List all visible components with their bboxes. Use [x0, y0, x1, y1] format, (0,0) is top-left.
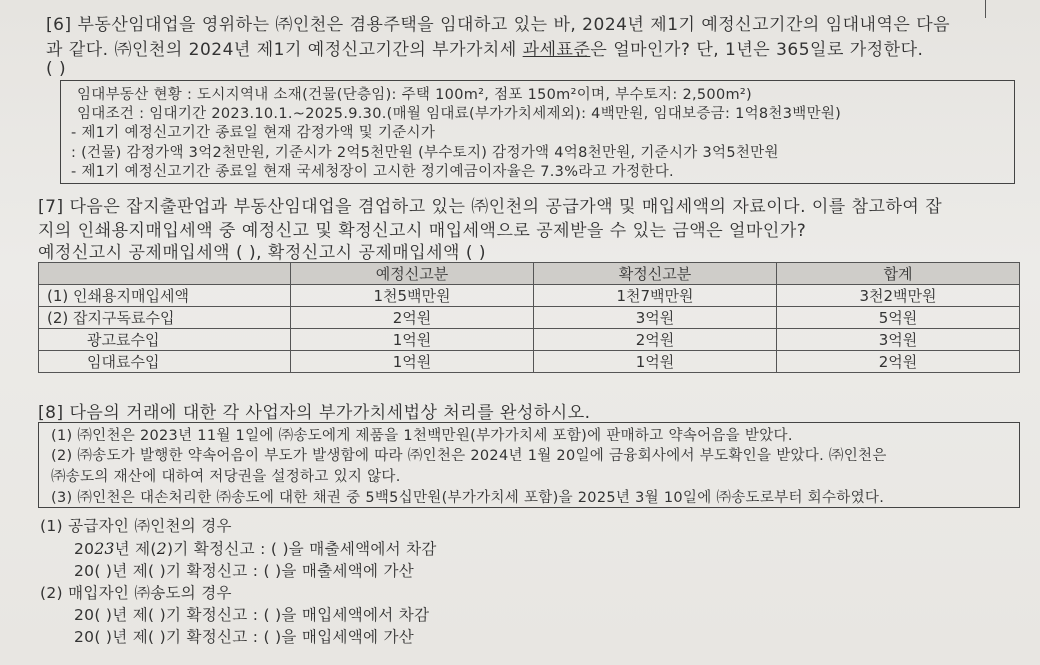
q6-box-line: 임대조건 : 임대기간 2023.10.1.~2025.9.30.(매월 임대료(부가가치세제외): 4백만원, 임대보증금: 1억8천3백만원)	[77, 106, 842, 122]
year-prefix: 20	[74, 540, 95, 558]
table-cell: 1천5백만원	[291, 285, 534, 307]
table-header-cell: 확정신고분	[534, 263, 777, 285]
table-cell: 1천7백만원	[534, 285, 777, 307]
handwritten-period: 2	[156, 540, 167, 558]
q8-box-line: (3) ㈜인천은 대손처리한 ㈜송도에 대한 채권 중 5백5십만원(부가가치세 포함)을 2025년 3월 10일에 ㈜송도로부터 회수하였다.	[51, 490, 885, 506]
table-cell: 광고료수입	[39, 329, 291, 351]
table-cell: 5억원	[777, 307, 1020, 329]
table-cell: 2억원	[777, 351, 1020, 373]
page-edge-line	[985, 0, 986, 18]
q6-box-line: : (건물) 감정가액 3억2천만원, 기준시가 2억5천만원 (부수토지) 감정가액 4억8천만원, 기준시가 3억5천만원	[71, 145, 779, 161]
q6-keyword-tax-base: 과세표준	[522, 40, 591, 60]
q7-line2: 지의 인쇄용지매입세액 중 예정신고 및 확정신고시 매입세액으로 공제받을 수 있는 금액은 얼마인가?	[38, 221, 807, 241]
table-cell: 1억원	[291, 329, 534, 351]
q7-answer-line[interactable]: 예정신고시 공제매입세액 ( ), 확정신고시 공제매입세액 ( )	[38, 243, 487, 263]
table-header-row	[39, 263, 1020, 285]
q6-box-line: - 제1기 예정신고기간 종료일 현재 국세청장이 고시한 정기예금이자율은 7.3%라고 가정한다.	[71, 164, 674, 180]
table-cell: 1억원	[291, 351, 534, 373]
q8-box-line: (1) ㈜인천은 2023년 11월 1일에 ㈜송도에게 제품을 1천백만원(부가가치세 포함)에 판매하고 약속어음을 받았다.	[51, 428, 793, 444]
q6-line2	[46, 35, 923, 60]
q8-buyer-line1[interactable]: 20( )년 제( )기 확정신고 : ( )을 매입세액에서 차감	[74, 606, 430, 624]
q8-box-line: ㈜송도의 재산에 대하여 저당권을 설정하고 있지 않다.	[51, 469, 401, 485]
handwritten-year: 23	[94, 540, 115, 558]
q6-line2-b: 은 얼마인가? 단, 1년은 365일로 가정한다.	[590, 40, 924, 60]
table-row	[39, 307, 1020, 329]
table-row	[39, 351, 1020, 373]
table-header-cell: 예정신고분	[291, 263, 534, 285]
table-cell: 3천2백만원	[777, 285, 1020, 307]
table-cell: 3억원	[777, 329, 1020, 351]
q8-info-box	[38, 422, 1020, 508]
q8-supplier-line2[interactable]: 20( )년 제( )기 확정신고 : ( )을 매출세액에 가산	[74, 562, 415, 580]
q7-line1: [7] 다음은 잡지출판업과 부동산임대업을 겸업하고 있는 ㈜인천의 공급가액 및 매입세액의 자료이다. 이를 참고하여 잡	[38, 197, 943, 217]
q8-buyer-line2[interactable]: 20( )년 제( )기 확정신고 : ( )을 매입세액에 가산	[74, 628, 415, 646]
q6-box-line: 임대부동산 현황 : 도시지역내 소재(건물(단층임): 주택 100m², 점포 150m²이며, 부수토지: 2,500m²)	[77, 87, 752, 103]
q6-line2-a: 과 같다. ㈜인천의 2024년 제1기 예정신고기간의 부가가치세	[46, 40, 523, 60]
table-header-cell	[39, 263, 291, 285]
table-cell: 2억원	[291, 307, 534, 329]
q8-title: [8] 다음의 거래에 대한 각 사업자의 부가가치세법상 처리를 완성하시오.	[38, 403, 591, 423]
q8-supplier-line1[interactable]	[74, 537, 437, 559]
q6-info-box	[60, 80, 1015, 184]
q6-answer-blank[interactable]: ( )	[46, 59, 67, 79]
table-row	[39, 329, 1020, 351]
q8-supplier-title: (1) 공급자인 ㈜인천의 경우	[40, 517, 232, 535]
table-cell: (2) 잡지구독료수입	[39, 307, 291, 329]
table-cell: 3억원	[534, 307, 777, 329]
q6-box-line: - 제1기 예정신고기간 종료일 현재 감정가액 및 기준시가	[71, 125, 436, 141]
table-cell: (1) 인쇄용지매입세액	[39, 285, 291, 307]
table-row	[39, 285, 1020, 307]
q8-buyer-title: (2) 매입자인 ㈜송도의 경우	[40, 584, 232, 602]
period-label: 년 제(	[114, 540, 157, 558]
line-rest: )기 확정신고 : ( )을 매출세액에서 차감	[166, 540, 437, 558]
table-cell: 1억원	[534, 351, 777, 373]
table-header-cell: 합계	[777, 263, 1020, 285]
q7-table	[38, 262, 1020, 373]
table-cell: 2억원	[534, 329, 777, 351]
q6-line1: [6] 부동산임대업을 영위하는 ㈜인천은 겸용주택을 임대하고 있는 바, 2024년 제1기 예정신고기간의 임대내역은 다음	[46, 15, 951, 35]
table-cell: 임대료수입	[39, 351, 291, 373]
q8-box-line: (2) ㈜송도가 발행한 약속어음이 부도가 발생함에 따라 ㈜인천은 2024년 1월 20일에 금융회사에서 부도확인을 받았다. ㈜인천은	[51, 448, 887, 464]
